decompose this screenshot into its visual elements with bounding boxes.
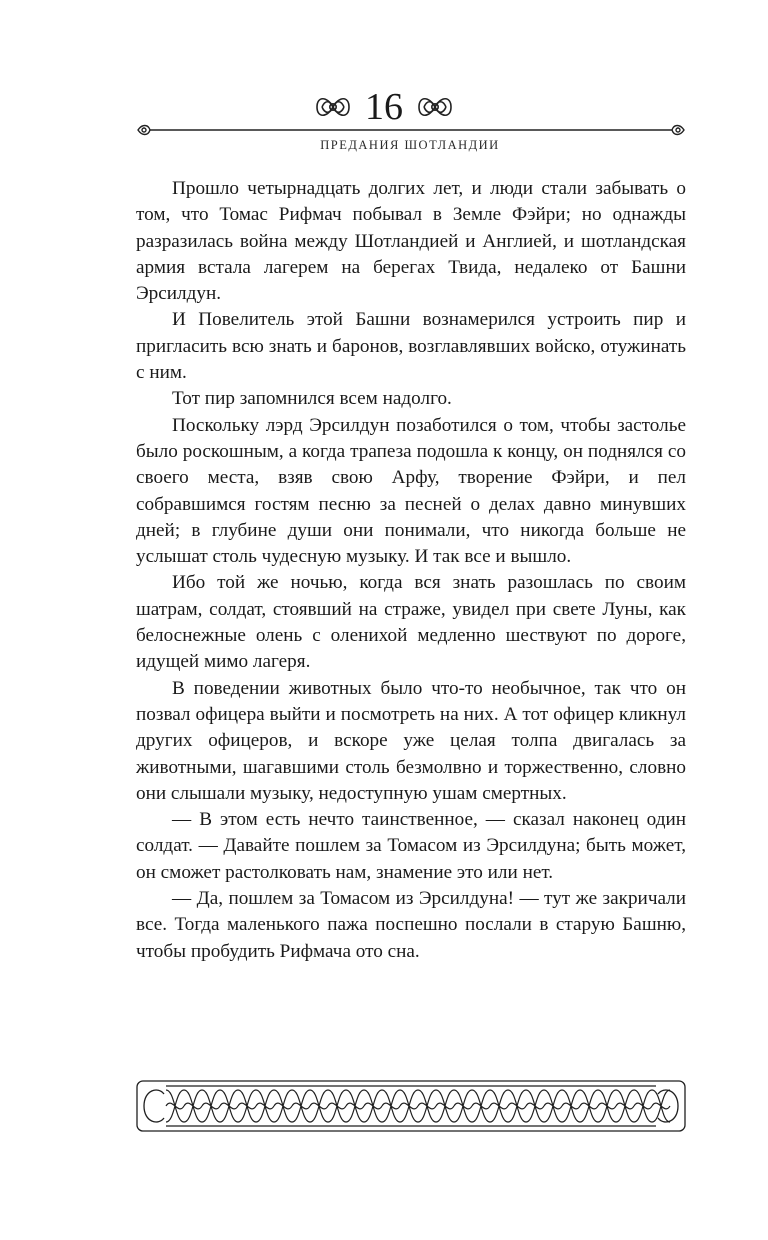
paragraph: — В этом есть нечто таинственное, — сказал наконец один солдат. — Давайте пошлем за Томасом из Эрсилдуна; быть может, он сможет растолковать нам, знамение это или нет.: [136, 809, 686, 883]
running-title: ПРЕДАНИЯ ШОТЛАНДИИ: [320, 138, 500, 152]
header-rule: [136, 122, 686, 138]
paragraph: Тот пир запомнился всем надолго.: [172, 388, 452, 410]
page-header: [0, 82, 768, 162]
celtic-knot-right-icon: [415, 92, 455, 122]
page-number: 16: [365, 86, 403, 128]
body-text: [136, 176, 686, 965]
paragraph: — Да, пошлем за Томасом из Эрсилдуна! — тут же закричали все. Тогда маленького пажа поспешно послали в старую Башню, чтобы пробудить Рифмача ото сна.: [136, 888, 686, 962]
paragraph: В поведении животных было что-то необычное, так что он позвал офицера выйти и посмотреть на них. А тот офицер кликнул других офицеров, и вскоре уже целая толпа двигалась за животными, шагавшими столь безмолвно и торжественно, словно они слышали музыку, недоступную ушам смертных.: [136, 677, 686, 804]
celtic-knot-left-icon: [313, 92, 353, 122]
paragraph: Поскольку лэрд Эрсилдун позаботился о том, чтобы застолье было роскошным, а когда трапеза подошла к концу, он поднялся со своего места, взяв свою Арфу, творение Фэйри, и пел собравшимся гостям песню за песней о делах давно минувших дней; в глубине души они понимали, что никогда больше не услышат столь чудесную музыку. И так все и вышло.: [136, 414, 686, 568]
paragraph: Ибо той же ночью, когда вся знать разошлась по своим шатрам, солдат, стоявший на страже, увидел при свете Луны, как белоснежные олень с оленихой медленно шествуют по дороге, идущей мимо лагеря.: [136, 572, 686, 673]
paragraph: И Повелитель этой Башни вознамерился устроить пир и пригласить всю знать и баронов, возглавлявших войско, отужинать с ним.: [136, 309, 686, 384]
celtic-interlace-border-icon: [136, 1080, 686, 1132]
paragraph: Прошло четырнадцать долгих лет, и люди стали забывать о том, что Томас Рифмач побывал в Земле Фэйри; но однажды разразилась война между Шотландией и Англией, и шотландская армия встала лагерем на берегах Твида, недалеко от Башни Эрсилдун.: [136, 178, 686, 305]
